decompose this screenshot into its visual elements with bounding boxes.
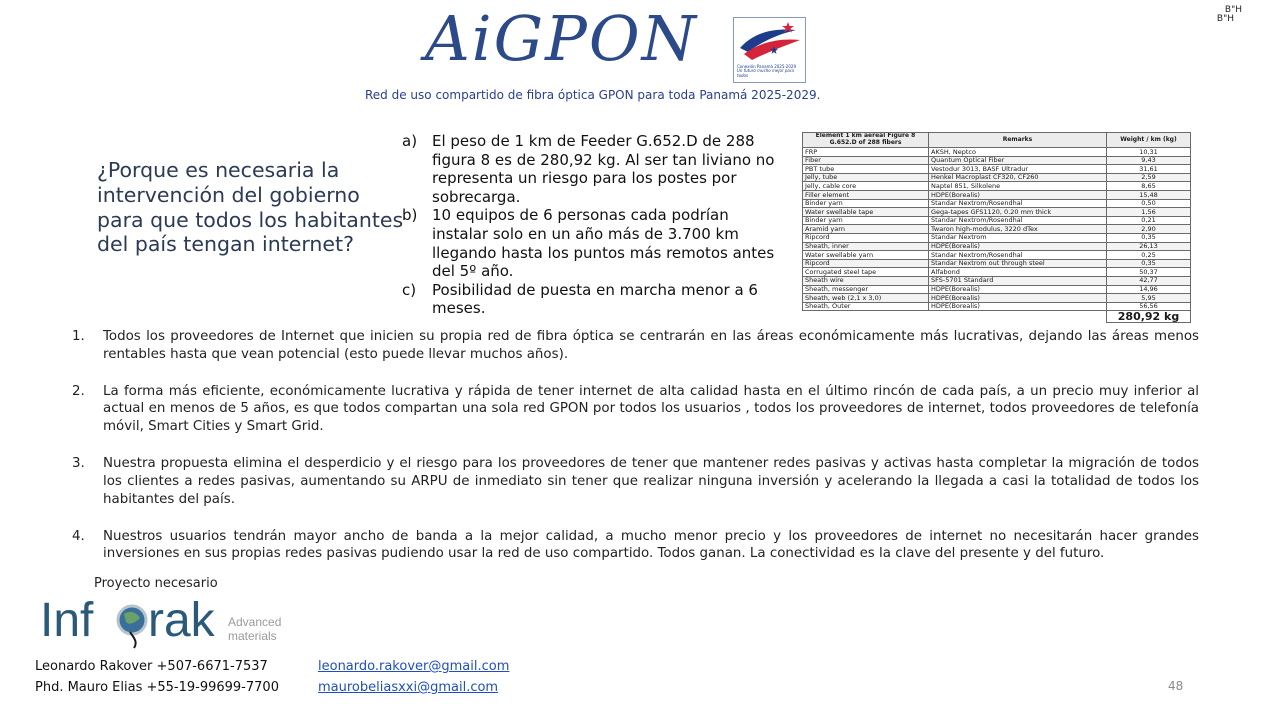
- logo-text-start: Inf: [40, 594, 94, 647]
- facts-list: [402, 132, 782, 318]
- weight-cell: 31,61: [1107, 165, 1191, 174]
- contact-1-label: Leonardo Rakover +507-6671-7537: [35, 659, 268, 674]
- main-question: ¿Porque es necesaria la intervención del gobierno para que todos los habitantes del país tengan internet?: [97, 158, 404, 257]
- table-row: [803, 268, 1191, 277]
- fact-letter: b): [402, 206, 418, 225]
- element-cell: Binder yarn: [803, 216, 929, 225]
- remarks-cell: Standar Nextrom: [929, 233, 1107, 242]
- remarks-cell: Naptel 851, Silkolene: [929, 182, 1107, 191]
- weight-cell: 15,48: [1107, 190, 1191, 199]
- point-number: 3.: [72, 456, 85, 472]
- logo-tagline-1: Advanced: [228, 615, 282, 629]
- table-row: [803, 199, 1191, 208]
- table-row: [803, 251, 1191, 260]
- page-number: 48: [1168, 679, 1184, 693]
- point-text: La forma más eficiente, económicamente lucrativa y rápida de tener internet de alta calidad hasta en el último rincón de cada país, a un precio muy inferior al actual en menos de 5 años, es que todos compartan una sola red GPON por todos los usuarios , todos los proveedores de internet, todos proveedores de telefonía móvil, Smart Cities y Smart Grid.: [103, 383, 1199, 435]
- inforak-logo: [38, 592, 298, 652]
- element-cell: Ripcord: [803, 259, 929, 268]
- table-row: [803, 242, 1191, 251]
- weight-cell: 26,13: [1107, 242, 1191, 251]
- column-header-element: Element 1 km aereal Figure 8 G.652.D of 288 fibers: [803, 133, 929, 148]
- element-cell: Filler element: [803, 190, 929, 199]
- cable-weight-table: [802, 132, 1191, 323]
- weight-cell: 2,59: [1107, 173, 1191, 182]
- element-cell: Water swellable yarn: [803, 251, 929, 260]
- element-cell: Sheath, Outer: [803, 302, 929, 311]
- logo-tagline-2: materials: [228, 629, 277, 643]
- table-row: [803, 148, 1191, 157]
- element-cell: Fiber: [803, 156, 929, 165]
- fact-item: [402, 206, 782, 280]
- weight-cell: 0,50: [1107, 199, 1191, 208]
- points-list: [72, 328, 1199, 582]
- weight-cell: 1,56: [1107, 208, 1191, 217]
- table-row: [803, 182, 1191, 191]
- fact-letter: a): [402, 132, 418, 150]
- list-item: [72, 455, 1199, 508]
- page-title: AiGPON: [425, 2, 698, 75]
- weight-cell: 50,37: [1107, 268, 1191, 277]
- table-row: [803, 294, 1191, 303]
- fact-item: [402, 132, 782, 206]
- table-row: [803, 156, 1191, 165]
- panama-flag-logo: [733, 17, 806, 83]
- seal-caption-line-1: Conexión Panamá 2025-2029: [737, 63, 796, 69]
- element-cell: Ripcord: [803, 233, 929, 242]
- subtitle: Red de uso compartido de fibra óptica GPON para toda Panamá 2025-2029.: [365, 88, 821, 102]
- weight-cell: 9,43: [1107, 156, 1191, 165]
- corner-mark-top: B"H: [1224, 5, 1242, 15]
- weight-cell: 10,31: [1107, 148, 1191, 157]
- project-label: Proyecto necesario: [94, 576, 218, 591]
- table-row: [803, 173, 1191, 182]
- total-weight: 280,92 kg: [1107, 311, 1191, 323]
- remarks-cell: Henkel Macroplast CF320, CF260: [929, 173, 1107, 182]
- element-cell: Water swellable tape: [803, 208, 929, 217]
- fact-text: El peso de 1 km de Feeder G.652.D de 288 figura 8 es de 280,92 kg. Al ser tan liviano no representa un riesgo para los postes por sobrecarga.: [432, 132, 775, 206]
- table-row: [803, 302, 1191, 311]
- point-text: Nuestra propuesta elimina el desperdicio y el riesgo para los proveedores de tener que mantener redes pasivas y activas hasta completar la migración de todos los clientes a redes pasivas, aumentando su ARPU de inmediato sin tener que realizar ninguna inversión y acelerando la llegada a casi la totalidad de todos los habitantes del país.: [103, 456, 1199, 507]
- element-cell: Sheath, web (2,1 x 3,0): [803, 294, 929, 303]
- element-cell: Aramid yarn: [803, 225, 929, 234]
- table-row: [803, 165, 1191, 174]
- element-cell: PBT tube: [803, 165, 929, 174]
- remarks-cell: Gega-tapes GFS1120, 0.20 mm thick: [929, 208, 1107, 217]
- table-row: [803, 190, 1191, 199]
- table-row: [803, 276, 1191, 285]
- remarks-cell: Standar Nextrom/Rosendhal: [929, 251, 1107, 260]
- element-cell: Sheath, messenger: [803, 285, 929, 294]
- element-cell: Jelly, tube: [803, 173, 929, 182]
- table-row: [803, 225, 1191, 234]
- seal-caption-line-2: Un futuro mucho mejor para todos: [737, 68, 794, 79]
- weight-cell: 42,77: [1107, 276, 1191, 285]
- element-cell: FRP: [803, 148, 929, 157]
- weight-cell: 0,21: [1107, 216, 1191, 225]
- blank-cell: [803, 311, 929, 323]
- remarks-cell: Quantum Optical Fiber: [929, 156, 1107, 165]
- table-header-row: [803, 133, 1191, 148]
- point-number: 2.: [72, 383, 85, 399]
- remarks-cell: HDPE(Borealis): [929, 302, 1107, 311]
- list-item: [72, 383, 1199, 436]
- fact-item: [402, 281, 782, 318]
- weight-cell: 0,25: [1107, 251, 1191, 260]
- list-item: [72, 328, 1199, 364]
- element-cell: Sheath wire: [803, 276, 929, 285]
- table-row: [803, 233, 1191, 242]
- flag-swoosh-icon: [734, 18, 805, 66]
- contact-2-label: Phd. Mauro Elias +55-19-99699-7700: [35, 680, 279, 695]
- corner-mark: [1217, 6, 1242, 24]
- corner-mark-bottom: B"H: [1216, 14, 1234, 24]
- weight-cell: 2,90: [1107, 225, 1191, 234]
- remarks-cell: Twaron high-modulus, 3220 dTex: [929, 225, 1107, 234]
- point-text: Nuestros usuarios tendrán mayor ancho de banda a la mejor calidad, a mucho menor precio y los proveedores de internet no necesitarán hacer grandes inversiones en sus propias redes pasivas pudiendo usar la red de uso compartido. Todos ganan. La conectividad es la clave del presente y del futuro.: [103, 528, 1199, 562]
- weight-cell: 8,65: [1107, 182, 1191, 191]
- point-number: 4.: [72, 528, 85, 544]
- remarks-cell: Standar Nextrom/Rosendhal: [929, 216, 1107, 225]
- element-cell: Binder yarn: [803, 199, 929, 208]
- contact-1-email-link[interactable]: leonardo.rakover@gmail.com: [318, 659, 510, 674]
- fact-text: Posibilidad de puesta en marcha menor a 6 meses.: [432, 280, 758, 318]
- remarks-cell: Standar Nextrom out through steel: [929, 259, 1107, 268]
- remarks-cell: Alfabond: [929, 268, 1107, 277]
- element-cell: Jelly, cable core: [803, 182, 929, 191]
- remarks-cell: SFS-5701 Standard: [929, 276, 1107, 285]
- list-item: [72, 528, 1199, 564]
- element-cell: Corrugated steel tape: [803, 268, 929, 277]
- remarks-cell: HDPE(Borealis): [929, 190, 1107, 199]
- table-row: [803, 208, 1191, 217]
- remarks-cell: HDPE(Borealis): [929, 242, 1107, 251]
- table-row: [803, 216, 1191, 225]
- table-total-row: [803, 311, 1191, 323]
- weight-cell: 56,56: [1107, 302, 1191, 311]
- weight-cell: 0,35: [1107, 233, 1191, 242]
- remarks-cell: Standar Nextrom/Rosendhal: [929, 199, 1107, 208]
- weight-cell: 14,96: [1107, 285, 1191, 294]
- contact-2-email-link[interactable]: maurobeliasxxi@gmail.com: [318, 680, 499, 695]
- point-number: 1.: [72, 329, 85, 344]
- element-cell: Sheath, inner: [803, 242, 929, 251]
- remarks-cell: AKSH, Neptco: [929, 148, 1107, 157]
- logo-text-end: rak: [148, 594, 215, 647]
- remarks-cell: Vestodur 3013, BASF Ultradur: [929, 165, 1107, 174]
- remarks-cell: HDPE(Borealis): [929, 285, 1107, 294]
- remarks-cell: HDPE(Borealis): [929, 294, 1107, 303]
- point-text: Todos los proveedores de Internet que inicien su propia red de fibra óptica se centrarán en las áreas económicamente más lucrativas, dejando las áreas menos rentables hasta que vean potencial (esto puede llevar muchos años).: [103, 329, 1199, 362]
- table-row: [803, 259, 1191, 268]
- fact-text: 10 equipos de 6 personas cada podrían instalar solo en un año más de 3.700 km llegando hasta los puntos más remotos antes del 5º año.: [432, 206, 775, 281]
- weight-cell: 0,35: [1107, 259, 1191, 268]
- blank-cell: [929, 311, 1107, 323]
- column-header-weight: Weight / km (kg): [1107, 133, 1191, 148]
- fact-letter: c): [402, 280, 417, 299]
- column-header-remarks: Remarks: [929, 133, 1107, 148]
- table-row: [803, 285, 1191, 294]
- weight-cell: 5,95: [1107, 294, 1191, 303]
